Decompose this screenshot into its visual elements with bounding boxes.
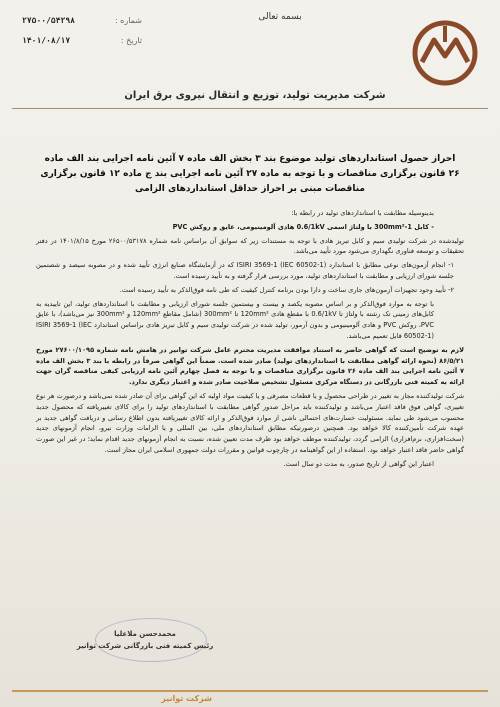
letter-number-value: ۲۷۵۰۰/۵۴۲۹۸ <box>22 15 75 25</box>
body-intro: بدینوسیله مطابقت با استانداردهای تولید در رابطه با: <box>291 209 434 217</box>
header-divider <box>12 108 488 109</box>
body-paragraph: تولیدشده در شرکت تولیدی سیم و کابل تبریز هادی با توجه به مستندات زیر که سوابق آن براساس نامه شماره ۲۶۵۰۰/۵۳۱۷۸ مورخ ۱۴۰۱/۸/۱۵ در دفتر تحقیقات و توسعه فناوری نگهداری می‌شود مورد تأیید می‌باشد. <box>36 236 464 256</box>
letter-body <box>36 208 464 473</box>
footer-divider <box>12 690 488 692</box>
letter-number-label: شماره : <box>114 15 142 25</box>
validity-note: اعتبار این گواهی از تاریخ صدور، به مدت دو سال است. <box>283 459 434 468</box>
signatory-role: رئیس کمیته فنی بازرگانی شرکت توانیر <box>76 642 214 650</box>
signatory-name: محمدحسن ملاعلیا <box>114 630 176 638</box>
signature-block <box>60 628 230 652</box>
body-paragraph: شرکت تولیدکننده مجاز به تغییر در طراحی محصول و یا قطعات مصرفی و یا کیفیت مواد اولیه که این گواهی برای آن صادر شده نمی‌باشد و درصورت هر نوع تغییری، گواهی فوق فاقد اعتبار می‌باشد و تولیدکننده باید مراحل صدور گواهی مطابقت با استانداردهای تولید را برای کالای تغییریافته که محصول جدید محسوب می‌شود طی نماید. مسئولیت خسارت‌های احتمالی ناشی از موارد فوق‌الذکر و ارائه کالای تغییریافته بدون اطلاع رسانی و دریافت گواهی جدید بر عهده شرکت تأمین‌کننده کالا خواهد بود. همچنین درصورتیکه مطابق استانداردهای ملی، بین المللی و یا الزامات وزارت نیرو، انجام آزمونهای جدید (سخت‌افزاری، نرم‌افزاری) الزامی گردد، تولیدکننده موظف خواهد بود ظرف مدت تعیین شده، نسبت به انجام آزمونهای جدید اقدام نماید؛ در غیر این صورت گواهی حاضر فاقد اعتبار خواهد بود. استفاده از این گواهینامه در چارچوب قوانین و مقررات دولت جمهوری اسلامی ایران مجاز است. <box>36 391 464 454</box>
letter-number-row <box>22 10 142 30</box>
tavanir-logo-icon <box>410 18 480 88</box>
letter-date-label: تاریخ : <box>120 35 142 45</box>
footer-company: شرکت توانیر <box>161 694 212 703</box>
letter-meta <box>22 10 142 50</box>
letter-title: احراز حصول استانداردهای تولید موضوع بند ۳ بخش الف ماده ۷ آئین نامه اجرایی بند الف ماده ۲۶ قانون برگزاری مناقصات و با توجه به ماده ۲۷ آئین نامه اجرایی بند ج ماده ۱۲ قانون برگزاری مناقصات مبنی بر احراز حداقل استانداردهای الزامی <box>40 154 460 194</box>
letter-date-row <box>22 30 142 50</box>
list-item: ۱- انجام آزمون‌های نوعی مطابق با استاندارد ISIRI 3569-1 (IEC 60502-1) که در آزمایشگاه صنایع انرژی تأیید شده و در مصوبه سیصد و شصتمین جلسه شورای ارزیابی و مطابقت با استانداردهای تولید، مورد بررسی قرار گرفته و به تأیید رسیده است. <box>36 261 454 280</box>
body-paragraph: با توجه به موارد فوق‌الذکر و بر اساس مصوبه یکصد و بیست و بیستمین جلسه شورای ارزیابی و مطابقت با استانداردهای تولید، این تاییدیه به کابل‌های زمینی تک رشته با ولتاژ تا 0.6/1kV با مقطع هادی 120mm² تا 300mm² (شامل مقاطع 120mm² و 300mm² نیز می‌باشد)، با عایق PVC، روکش PVC و هادی آلومینیومی و بدون آرمور، تولید شده در شرکت تولیدی سیم و کابل تبریز هادی براساس استاندارد ISIRI 3569-1 (IEC 60502-1) قابل تعمیم می‌باشد. <box>36 299 435 340</box>
company-name: شرکت مدیریت تولید، توزیع و انتقال نیروی برق ایران <box>124 90 386 101</box>
product-line: - کابل 300mm²-1 با ولتاژ اسمی 0.6/1kV هادی آلومینیومی، عایق و روکش PVC <box>172 222 434 231</box>
letter-date-value: ۱۴۰۱/۰۸/۱۷ <box>22 35 71 45</box>
list-item: ۲- تأیید وجود تجهیزات آزمون‌های جاری ساخت و دارا بودن برنامه کنترل کیفیت که طی نامه فوق‌الذکر به تأیید رسیده است. <box>119 285 454 294</box>
body-paragraph-emphasis: لازم به توضیح است که گواهی حاضر به استناد موافقت مدیریت محترم عامل شرکت توانیر در هامش نامه شماره ۲۷۶۰۰/۱۰۹۵ مورخ ۸۶/۵/۲۱ (نحوه ارائه گواهی مطابقت با استانداردهای تولید) صادر شده است. ضمناً این گواهی صرفاً در رابطه با بند ۳ بخش الف ماده ۷ آئین نامه اجرایی بند الف ماده ۲۶ قانون برگزاری مناقصات و با توجه به فصل چهارم آئین نامه ارزیابی کیفی مناقصه گران جهت ارائه به کمیته فنی بازرگانی در دستگاه مرکزی مسئول تشخیص صلاحیت صادر شده و اعتبار دیگری ندارد. <box>36 345 465 387</box>
basmala: بسمه تعالی <box>258 12 302 22</box>
